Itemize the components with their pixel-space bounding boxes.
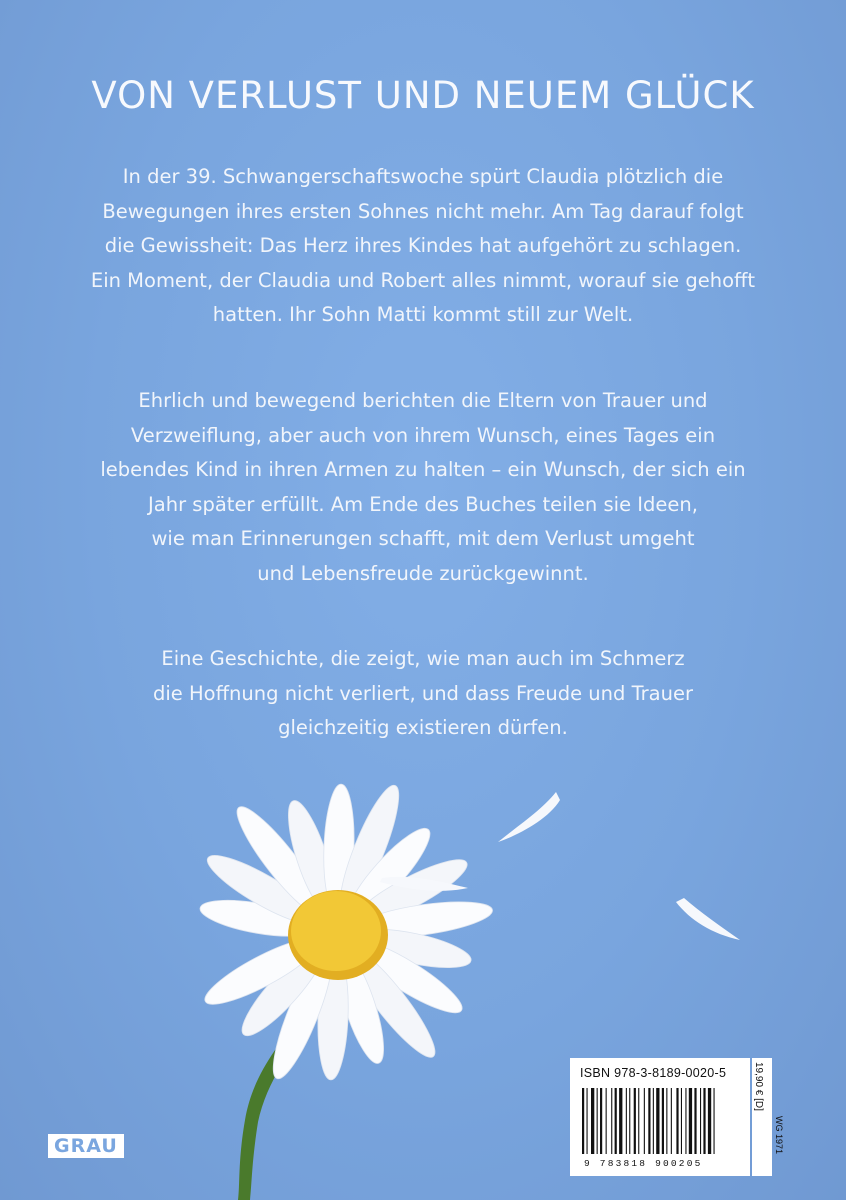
barcode-icon — [580, 1088, 740, 1158]
barcode-bar — [626, 1088, 627, 1154]
paragraph-2-line: Jahr später erfüllt. Am Ende des Buches teilen sie Ideen, — [148, 492, 698, 516]
barcode-bar — [615, 1088, 617, 1154]
paragraph-2-line: Ehrlich und bewegend berichten die Eltern von Trauer und — [138, 389, 708, 412]
barcode-bar — [656, 1088, 659, 1154]
barcode-bar — [638, 1088, 639, 1154]
barcode-bar — [676, 1088, 678, 1154]
warengruppe-label: WG 1971 — [774, 1116, 784, 1155]
barcode-bar — [681, 1088, 682, 1154]
paragraph-1 — [83, 160, 763, 333]
publisher-logo: GRAU — [48, 1134, 124, 1158]
isbn-barcode-box — [570, 1058, 750, 1176]
headline: VON VERLUST UND NEUEM GLÜCK — [91, 74, 755, 117]
barcode-bar — [634, 1088, 636, 1154]
paragraph-3-line: die Hoffnung nicht verliert, und dass Freude und Trauer — [153, 681, 693, 705]
paragraph-1-line: In der 39. Schwangerschaftswoche spürt Claudia plötzlich die — [122, 165, 724, 188]
barcode-bar — [587, 1088, 588, 1154]
barcode-bar — [666, 1088, 667, 1154]
barcode-bar — [714, 1088, 715, 1154]
barcode-bar — [662, 1088, 664, 1154]
barcode-bar — [685, 1088, 686, 1154]
isbn-label: ISBN 978-3-8189-0020-5 — [580, 1066, 727, 1080]
price-label: 19,90 € [D] — [753, 1062, 764, 1111]
barcode-bar — [694, 1088, 696, 1154]
barcode-bar — [708, 1088, 711, 1154]
paragraph-1-line: Bewegungen ihres ersten Sohnes nicht mehr. Am Tag darauf folgt — [102, 199, 744, 223]
barcode-bar — [671, 1088, 672, 1154]
paragraph-2 — [83, 384, 763, 591]
barcode-bar — [653, 1088, 654, 1154]
falling-petal-1 — [498, 792, 560, 842]
paragraph-3 — [83, 642, 763, 746]
barcode-digits: 9 783818 900205 — [584, 1158, 703, 1169]
barcode-bar — [619, 1088, 622, 1154]
falling-petal-3 — [676, 898, 740, 940]
barcode-bar — [703, 1088, 705, 1154]
barcode-bar — [597, 1088, 598, 1154]
barcode-bar — [606, 1088, 607, 1154]
price-box — [752, 1058, 772, 1176]
barcode-bar — [689, 1088, 692, 1154]
barcode-bar — [644, 1088, 645, 1154]
paragraph-3-line: Eine Geschichte, die zeigt, wie man auch im Schmerz — [161, 647, 685, 670]
paragraph-1-line: die Gewissheit: Das Herz ihres Kindes hat aufgehört zu schlagen. — [104, 234, 742, 257]
barcode-bar — [648, 1088, 650, 1154]
paragraph-2-line: wie man Erinnerungen schafft, mit dem Verlust umgeht — [151, 527, 695, 550]
barcode-bar — [700, 1088, 701, 1154]
paragraph-2-line: Verzweiflung, aber auch von ihrem Wunsch, eines Tages ein — [130, 423, 716, 447]
paragraph-1-line: Ein Moment, der Claudia und Robert alles nimmt, worauf sie gehofft — [90, 268, 756, 292]
barcode-bar — [591, 1088, 594, 1154]
flower-center — [291, 891, 381, 971]
barcode-bar — [629, 1088, 630, 1154]
barcode-bar — [600, 1088, 602, 1154]
barcode-bar — [611, 1088, 612, 1154]
paragraph-3-line: gleichzeitig existieren dürfen. — [278, 716, 568, 739]
paragraph-1-line: hatten. Ihr Sohn Matti kommt still zur Welt. — [212, 303, 634, 326]
barcode-bar — [582, 1088, 584, 1154]
paragraph-2-line: und Lebensfreude zurückgewinnt. — [257, 561, 589, 585]
paragraph-2-line: lebendes Kind in ihren Armen zu halten – ein Wunsch, der sich ein — [100, 458, 746, 481]
